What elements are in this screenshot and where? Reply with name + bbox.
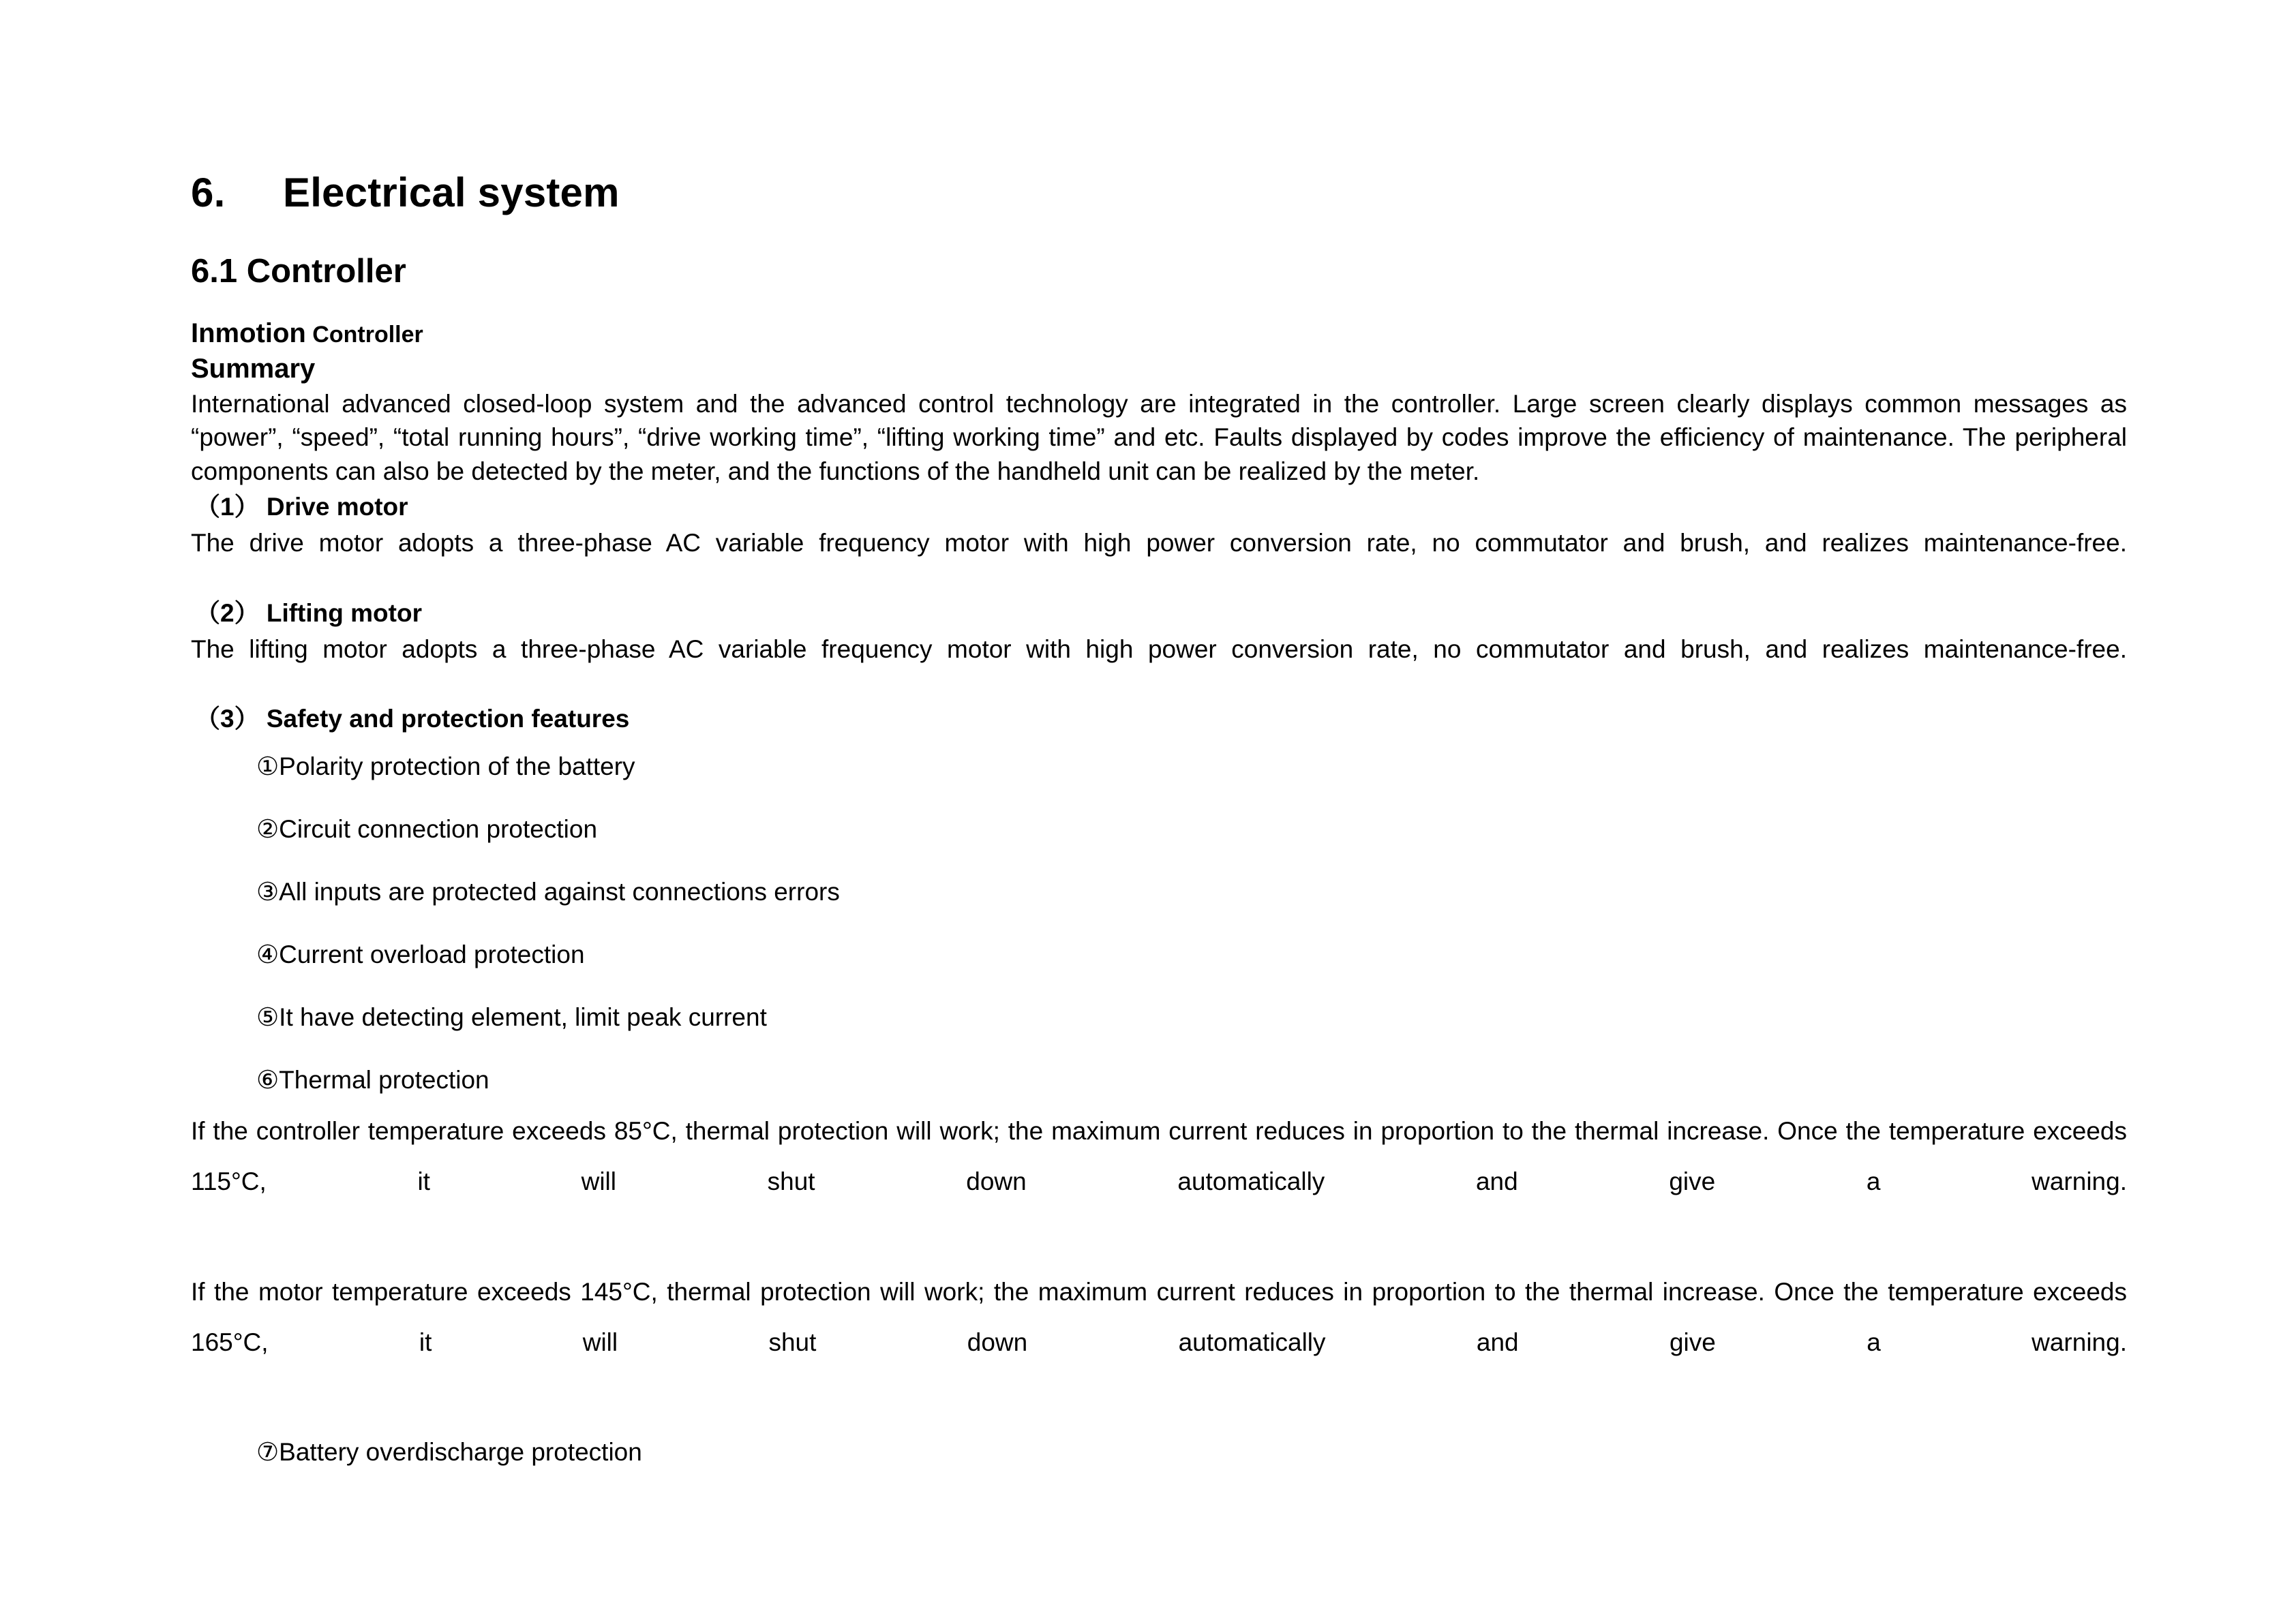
summary-heading: Summary xyxy=(191,353,316,384)
summary-paragraph: International advanced closed-loop system and the advanced control technology are integrated in the controller. Large screen clearly displays common messages as “power”, “speed”, “total running hours”, “drive working time”, “lifting working time” and etc. Faults displayed by codes improve the efficiency of maintenance. The peripheral components can also be detected by the meter, and the functions of the handheld unit can be realized by the meter. xyxy=(191,389,2127,485)
section-heading-gap xyxy=(225,170,283,215)
list-item: ③All inputs are protected against connections errors xyxy=(256,878,840,906)
safety-feature-list xyxy=(191,750,2127,1097)
brand-product-label: Controller xyxy=(305,321,423,348)
list-item: ⑥Thermal protection xyxy=(256,1066,489,1095)
subheading-lifting-motor: （2） Lifting motor xyxy=(195,598,422,627)
controller-brand-heading xyxy=(191,318,2127,349)
section-title: Electrical system xyxy=(282,170,620,215)
lifting-motor-paragraph: The lifting motor adopts a three-phase AC variable frequency motor with high power conversion rate, no commutator and brush, and realizes maintenance-free. xyxy=(191,634,2127,663)
list-item: ②Circuit connection protection xyxy=(256,815,598,844)
controller-thermal-paragraph: If the controller temperature exceeds 85°C, thermal protection will work; the maximum current reduces in proportion to the thermal increase. Once the temperature exceeds 115°C, it will shut down automatically and give a warning. xyxy=(191,1117,2127,1196)
section-number: 6. xyxy=(191,170,226,215)
subsection-heading: 6.1 Controller xyxy=(191,252,406,290)
subheading-drive-motor: （1） Drive motor xyxy=(195,493,408,521)
document-content xyxy=(191,169,2127,1469)
subheading-safety-features: （3） Safety and protection features xyxy=(195,704,630,733)
list-item: ①Polarity protection of the battery xyxy=(256,752,635,780)
drive-motor-paragraph: The drive motor adopts a three-phase AC variable frequency motor with high power conversion rate, no commutator and brush, and realizes maintenance-free. xyxy=(191,529,2127,557)
list-item: ④Current overload protection xyxy=(256,940,585,969)
section-heading xyxy=(191,169,2127,217)
brand-name: Inmotion xyxy=(191,318,306,348)
list-item: ⑤It have detecting element, limit peak current xyxy=(256,1003,767,1032)
motor-thermal-paragraph: If the motor temperature exceeds 145°C, thermal protection will work; the maximum current reduces in proportion to the thermal increase. Once the temperature exceeds 165°C, it will shut down automatically and give a warning. xyxy=(191,1278,2127,1357)
list-item: ⑦Battery overdischarge protection xyxy=(256,1438,642,1467)
